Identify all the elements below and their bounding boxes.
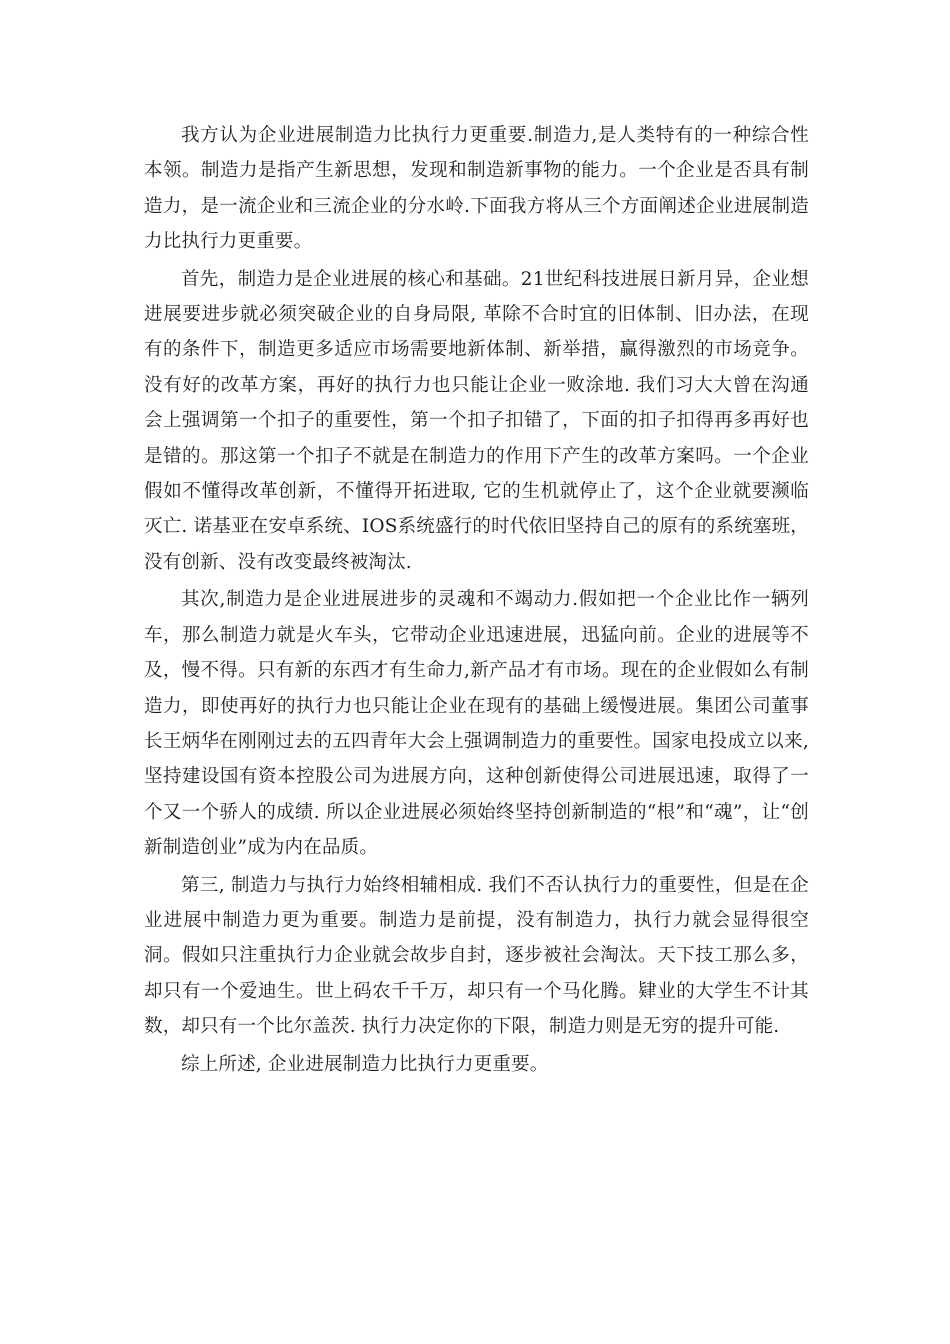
paragraph-conclusion: 综上所述, 企业进展制造力比执行力更重要。	[181, 1053, 549, 1075]
paragraph-intro: 我方认为企业进展制造力比执行力更重要.制造力,是人类特有的一种综合性本领。制造力是指产生新思想，发现和制造新事物的能力。一个企业是否具有制造力，是一流企业和三流企业的分水岭.下面我方将从三个方面阐述企业进展制造力比执行力更重要。	[144, 125, 809, 253]
paragraph-second-point: 其次,制造力是企业进展进步的灵魂和不竭动力.假如把一个企业比作一辆列车，那么制造力就是火车头，它带动企业迅速进展，迅猛向前。企业的进展等不及，慢不得。只有新的东西才有生命力,新产品才有市场。现在的企业假如么有制造力，即使再好的执行力也只能让企业在现有的基础上缓慢进展。集团公司董事长王炳华在刚刚过去的五四青年大会上强调制造力的重要性。国家电投成立以来, 坚持建设国有资本控股公司为进展方向，这种创新使得公司进展迅速，取得了一个又一个骄人的成绩. 所以企业进展必须始终坚持创新制造的“根”和“魂”，让“创新制造创业”成为内在品质。	[144, 589, 809, 859]
paragraph-third-point: 第三, 制造力与执行力始终相辅相成. 我们不否认执行力的重要性，但是在企业进展中制造力更为重要。制造力是前提，没有制造力，执行力就会显得很空洞。假如只注重执行力企业就会故步自封，逐步被社会淘汰。天下技工那么多，却只有一个爱迪生。世上码农千千万，却只有一个马化腾。肄业的大学生不计其数，却只有一个比尔盖茨. 执行力决定你的下限，制造力则是无穷的提升可能.	[144, 874, 809, 1038]
document-body	[144, 118, 809, 1084]
paragraph-first-point: 首先，制造力是企业进展的核心和基础。21世纪科技进展日新月异，企业想进展要进步就必须突破企业的自身局限, 革除不合时宜的旧体制、旧办法，在现有的条件下，制造更多适应市场需要地新体制、新举措，赢得激烈的市场竞争。没有好的改革方案，再好的执行力也只能让企业一败涂地. 我们习大大曾在沟通会上强调第一个扣子的重要性，第一个扣子扣错了，下面的扣子扣得再多再好也是错的。那这第一个扣子不就是在制造力的作用下产生的改革方案吗。一个企业假如不懂得改革创新，不懂得开拓进取, 它的生机就停止了，这个企业就要濒临灭亡. 诺基亚在安卓系统、IOS系统盛行的时代依旧坚持自己的原有的系统塞班，没有创新、没有改变最终被淘汰.	[144, 268, 810, 573]
